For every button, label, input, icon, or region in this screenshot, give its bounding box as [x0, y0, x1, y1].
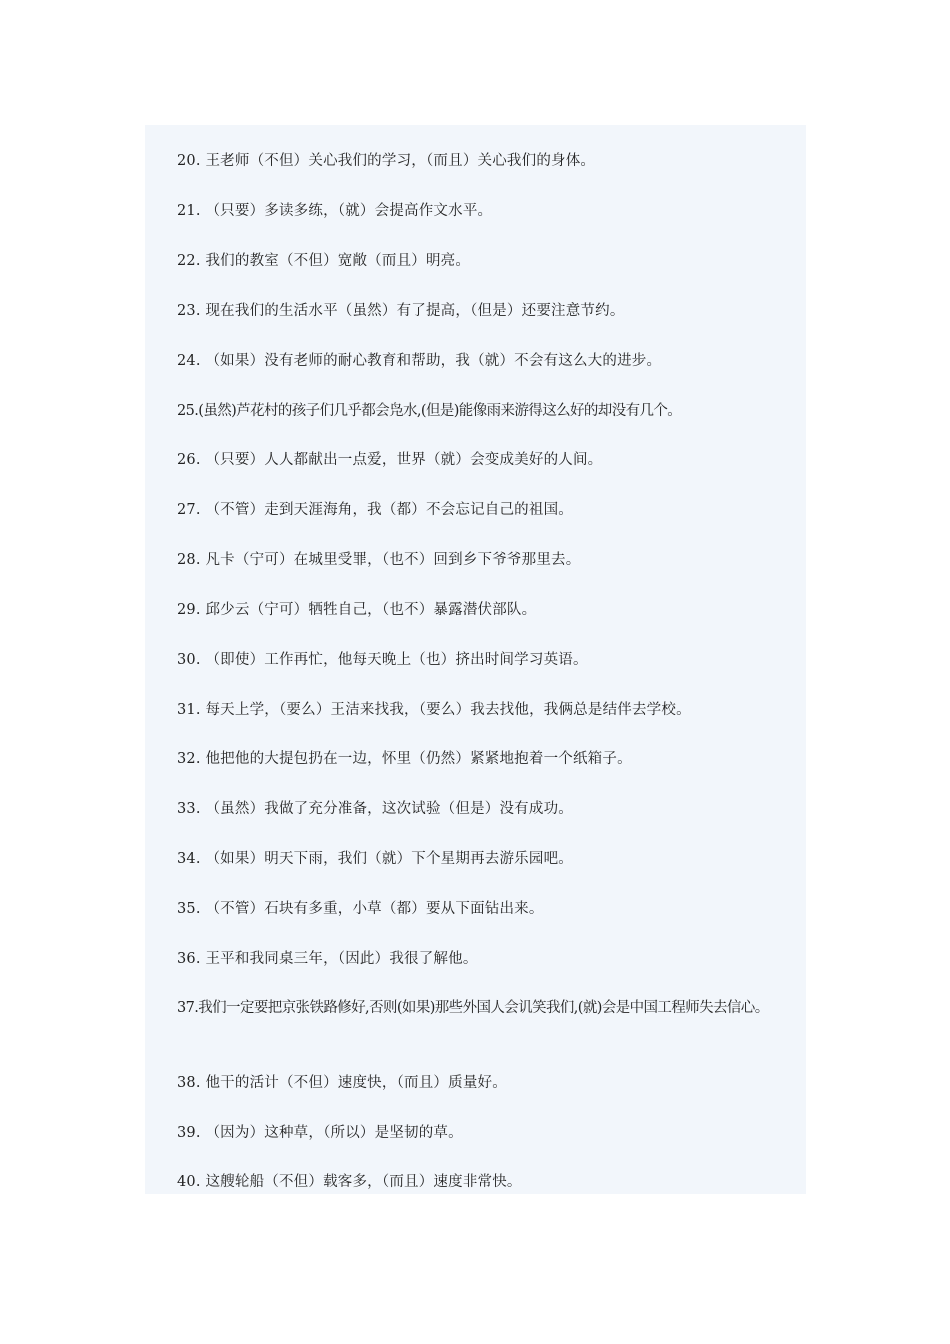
sentence-27: 27. （不管）走到天涯海角，我（都）不会忘记自己的祖国。: [177, 502, 573, 518]
sentence-25: 25.(虽然)芦花村的孩子们几乎都会凫水,(但是)能像雨来游得这么好的却没有几个。: [177, 403, 682, 419]
sentence-34: 34. （如果）明天下雨，我们（就）下个星期再去游乐园吧。: [177, 851, 573, 867]
sentence-35: 35. （不管）石块有多重，小草（都）要从下面钻出来。: [177, 901, 544, 917]
sentence-36: 36. 王平和我同桌三年，（因此）我很了解他。: [177, 951, 478, 967]
sentence-24: 24. （如果）没有老师的耐心教育和帮助，我（就）不会有这么大的进步。: [177, 353, 662, 369]
sentence-32: 32. 他把他的大提包扔在一边，怀里（仍然）紧紧地抱着一个纸箱子。: [177, 751, 632, 767]
sentence-40: 40. 这艘轮船（不但）载客多，（而且）速度非常快。: [177, 1174, 522, 1190]
sentence-21: 21. （只要）多读多练，（就）会提高作文水平。: [177, 203, 493, 219]
sentence-30: 30. （即使）工作再忙，他每天晚上（也）挤出时间学习英语。: [177, 652, 588, 668]
sentence-28: 28. 凡卡（宁可）在城里受罪，（也不）回到乡下爷爷那里去。: [177, 552, 581, 568]
sentence-37: 37.我们一定要把京张铁路修好,否则(如果)那些外国人会讥笑我们,(就)会是中国工程师失去信心。: [177, 1000, 769, 1016]
sentence-31: 31. 每天上学，（要么）王洁来找我，（要么）我去找他，我俩总是结伴去学校。: [177, 702, 691, 718]
sentence-39: 39. （因为）这种草，（所以）是坚韧的草。: [177, 1125, 463, 1141]
sentence-20: 20. 王老师（不但）关心我们的学习，（而且）关心我们的身体。: [177, 153, 596, 169]
sentence-26: 26. （只要）人人都献出一点爱，世界（就）会变成美好的人间。: [177, 452, 603, 468]
sentence-22: 22. 我们的教室（不但）宽敞（而且）明亮。: [177, 253, 471, 269]
sentence-33: 33. （虽然）我做了充分准备，这次试验（但是）没有成功。: [177, 801, 573, 817]
sentence-29: 29. 邱少云（宁可）牺牲自己，（也不）暴露潜伏部队。: [177, 602, 537, 618]
content-area: [145, 125, 806, 1194]
sentence-38: 38. 他干的活计（不但）速度快，（而且）质量好。: [177, 1075, 507, 1091]
sentence-23: 23. 现在我们的生活水平（虽然）有了提高，（但是）还要注意节约。: [177, 303, 625, 319]
